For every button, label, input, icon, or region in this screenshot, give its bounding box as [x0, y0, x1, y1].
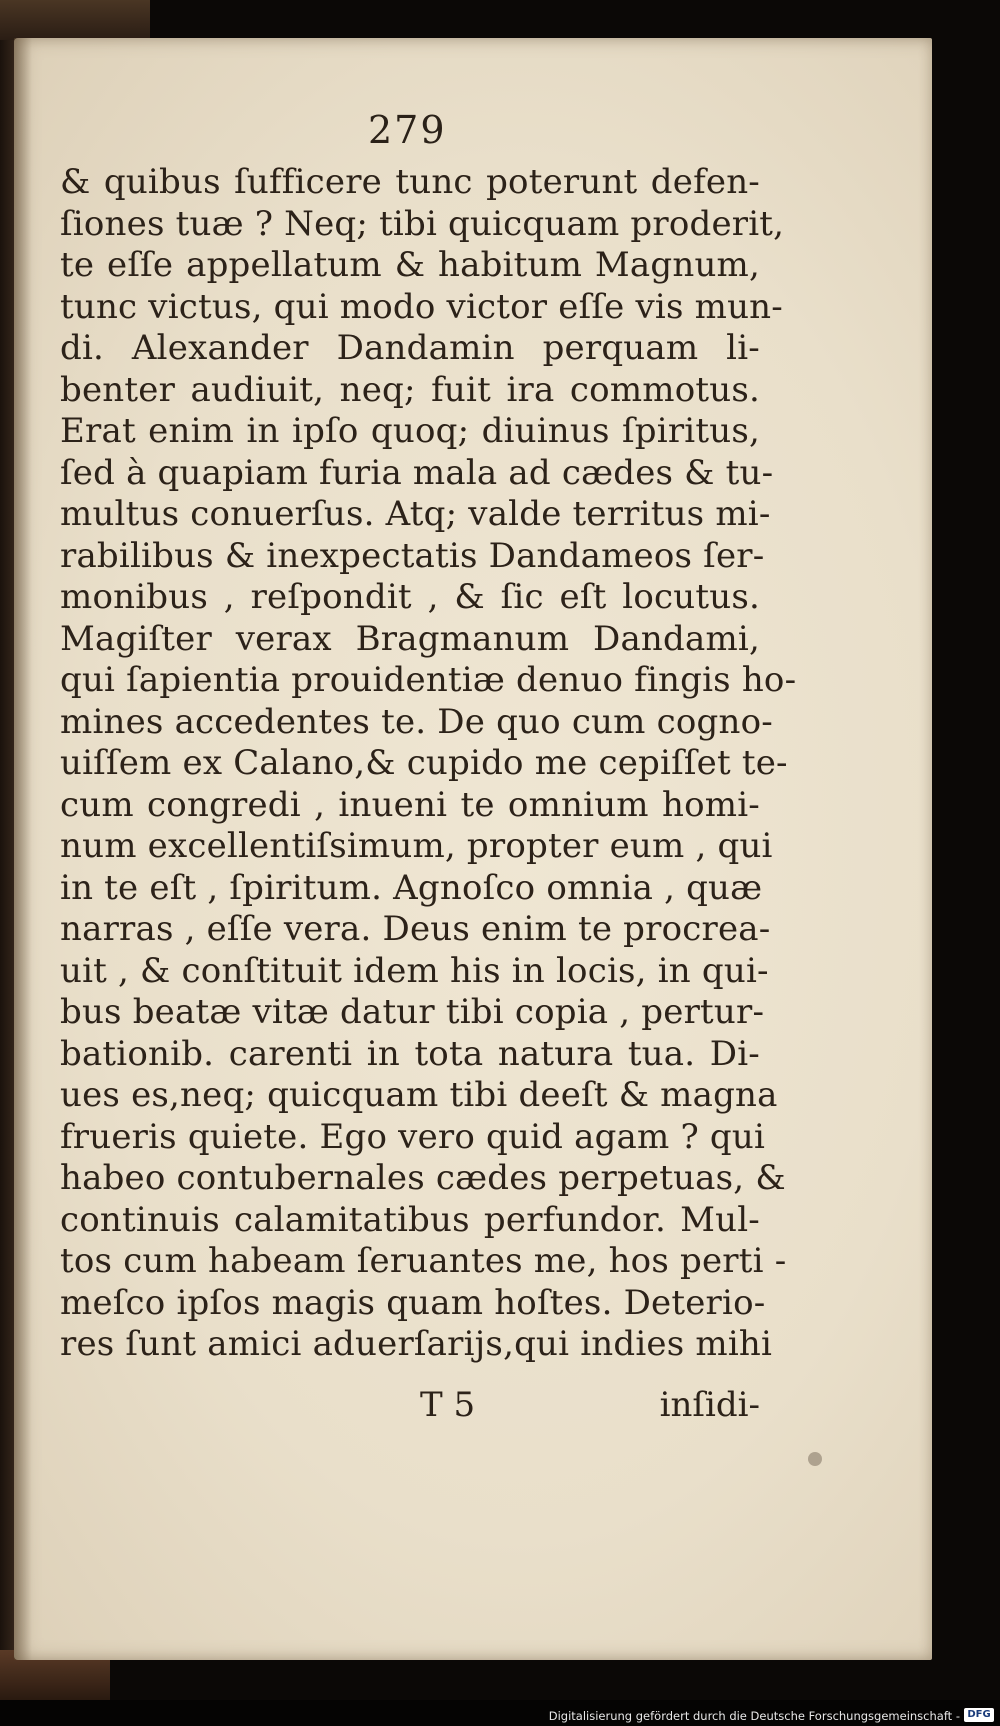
text-line: tunc victus, qui modo victor eſſe vis mun-: [60, 286, 783, 327]
text-line: te eſſe appellatum & habitum Magnum,: [60, 245, 760, 285]
text-line: bus beatæ vitæ datur tibi copia , pertur-: [60, 992, 765, 1032]
paper-mark: [808, 1452, 822, 1466]
text-line: bationib. carenti in tota natura tua. Di-: [60, 1033, 760, 1074]
text-line: di. Alexander Dandamin perquam li-: [60, 328, 760, 368]
text-line: uiſſem ex Calano,& cupido me cepiſſet te-: [60, 743, 788, 783]
text-line: Magiſter verax Bragmanum Dandami,: [60, 618, 760, 659]
text-line: rabilibus & inexpectatis Dandameos ſer-: [60, 535, 765, 576]
text-line: num excellentiſsimum, propter eum , qui: [60, 826, 773, 866]
text-line: habeo contubernales cædes perpetuas, &: [60, 1158, 786, 1198]
text-line: in te eſt , ſpiritum. Agnoſco omnia , quæ: [60, 867, 763, 908]
signature-mark: T 5: [420, 1385, 476, 1425]
page-gutter-shadow: [14, 38, 32, 1660]
binding-top-edge: [0, 0, 150, 40]
text-line: continuis calamitatibus perfundor. Mul-: [60, 1199, 760, 1240]
text-line: narras , eſſe vera. Deus enim te procrea-: [60, 909, 771, 949]
text-line: ſiones tuæ ? Neq; tibi quicquam proderit,: [60, 203, 785, 244]
text-line: & quibus ſufficere tunc poterunt defen-: [60, 162, 760, 202]
catchword: inſidi-: [659, 1385, 760, 1425]
digitization-credit: Digitalisierung gefördert durch die Deutsche Forschungsgemeinschaft -: [548, 1709, 960, 1723]
text-line: uit , & conſtituit idem his in locis, in qui-: [60, 950, 769, 991]
page-number: 279: [368, 108, 447, 152]
text-line: ues es,neq; quicquam tibi deeſt & magna: [60, 1075, 778, 1115]
dfg-logo: DFG: [964, 1708, 994, 1722]
text-line: benter audiuit, neq; fuit ira commotus.: [60, 369, 760, 410]
text-line: cum congredi , inueni te omnium homi-: [60, 784, 760, 825]
text-line: meſco ipſos magis quam hoſtes. Deterio-: [60, 1282, 766, 1323]
text-line: mines accedentes te. De quo cum cogno-: [60, 701, 773, 742]
text-line: tos cum habeam ſeruantes me, hos perti -: [60, 1241, 787, 1281]
text-line: frueris quiete. Ego vero quid agam ? qui: [60, 1116, 766, 1157]
text-line: multus conuerſus. Atq; valde territus mi-: [60, 494, 771, 534]
body-text: [60, 162, 797, 1366]
text-line: ſed à quapiam furia mala ad cædes & tu-: [60, 452, 774, 493]
text-line: Erat enim in ipſo quoq; diuinus ſpiritus,: [60, 411, 760, 451]
text-line: monibus , reſpondit , & ſic eſt locutus.: [60, 577, 760, 617]
text-line: qui ſapientia prouidentiæ denuo fingis ho-: [60, 660, 797, 700]
catchline: [60, 1384, 760, 1426]
text-line: res ſunt amici aduerſarijs,qui indies mihi: [60, 1324, 773, 1364]
